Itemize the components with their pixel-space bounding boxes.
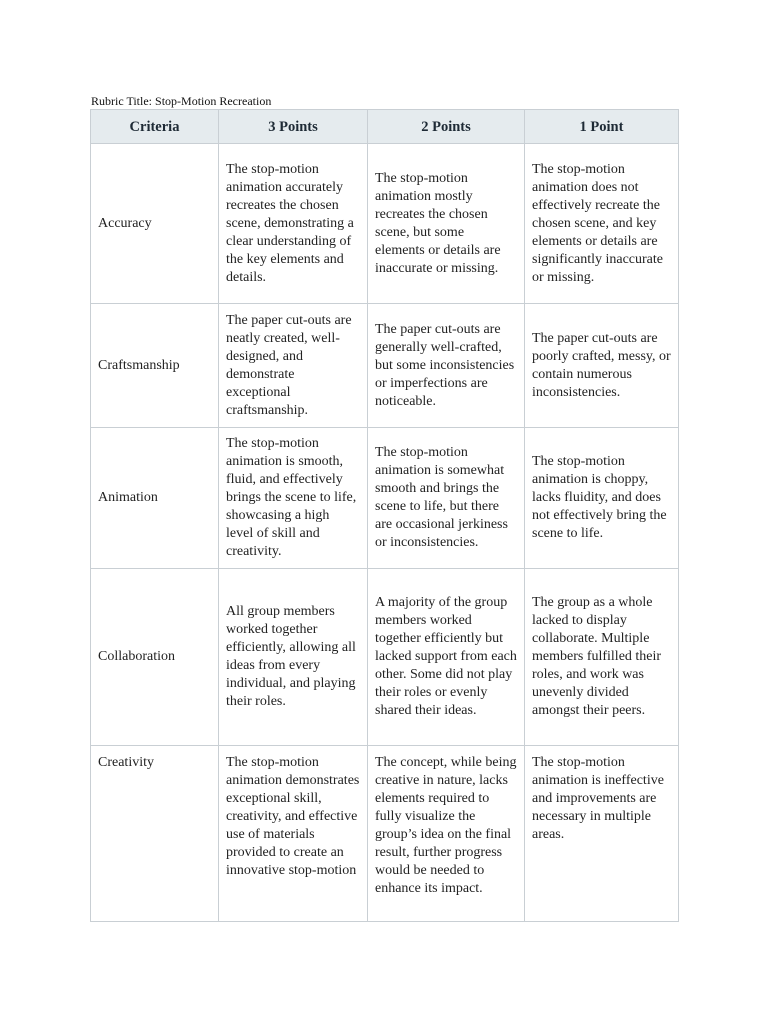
table-row (91, 569, 679, 746)
rubric-table (90, 109, 679, 922)
cell-3-points: All group members worked together efficiently, allowing all ideas from every individual, and playing their roles. (219, 569, 368, 746)
criteria-cell: Creativity (91, 746, 219, 922)
header-3-points: 3 Points (219, 110, 368, 144)
cell-1-point: The stop-motion animation is ineffective and improvements are necessary in multiple areas. (525, 746, 679, 922)
criteria-cell: Craftsmanship (91, 304, 219, 428)
cell-2-points: The stop-motion animation is somewhat smooth and brings the scene to life, but there are occasional jerkiness or inconsistencies. (368, 428, 525, 569)
rubric-title: Rubric Title: Stop-Motion Recreation (91, 94, 272, 108)
cell-3-points: The stop-motion animation accurately recreates the chosen scene, demonstrating a clear understanding of the key elements and details. (219, 144, 368, 304)
cell-3-points: The stop-motion animation demonstrates exceptional skill, creativity, and effective use of materials provided to create an innovative stop-motion (219, 746, 368, 922)
criteria-cell: Animation (91, 428, 219, 569)
cell-2-points: The stop-motion animation mostly recreates the chosen scene, but some elements or details are inaccurate or missing. (368, 144, 525, 304)
table-row (91, 428, 679, 569)
cell-1-point: The paper cut-outs are poorly crafted, messy, or contain numerous inconsistencies. (525, 304, 679, 428)
cell-2-points: The paper cut-outs are generally well-crafted, but some inconsistencies or imperfections are noticeable. (368, 304, 525, 428)
criteria-cell: Accuracy (91, 144, 219, 304)
cell-2-points: The concept, while being creative in nature, lacks elements required to fully visualize the group’s idea on the final result, further progress would be needed to enhance its impact. (368, 746, 525, 922)
cell-2-points: A majority of the group members worked together efficiently but lacked support from each other. Some did not play their roles or evenly shared their ideas. (368, 569, 525, 746)
header-criteria: Criteria (91, 110, 219, 144)
table-row (91, 304, 679, 428)
cell-3-points: The paper cut-outs are neatly created, well-designed, and demonstrate exceptional craftsmanship. (219, 304, 368, 428)
cell-1-point: The stop-motion animation does not effectively recreate the chosen scene, and key elements or details are significantly inaccurate or missing. (525, 144, 679, 304)
cell-1-point: The stop-motion animation is choppy, lacks fluidity, and does not effectively bring the scene to life. (525, 428, 679, 569)
header-2-points: 2 Points (368, 110, 525, 144)
cell-1-point: The group as a whole lacked to display collaborate. Multiple members fulfilled their roles, and work was unevenly divided amongst their peers. (525, 569, 679, 746)
table-row (91, 746, 679, 922)
cell-3-points: The stop-motion animation is smooth, fluid, and effectively brings the scene to life, showcasing a high level of skill and creativity. (219, 428, 368, 569)
header-1-point: 1 Point (525, 110, 679, 144)
table-row (91, 144, 679, 304)
header-row (91, 110, 679, 144)
criteria-cell: Collaboration (91, 569, 219, 746)
